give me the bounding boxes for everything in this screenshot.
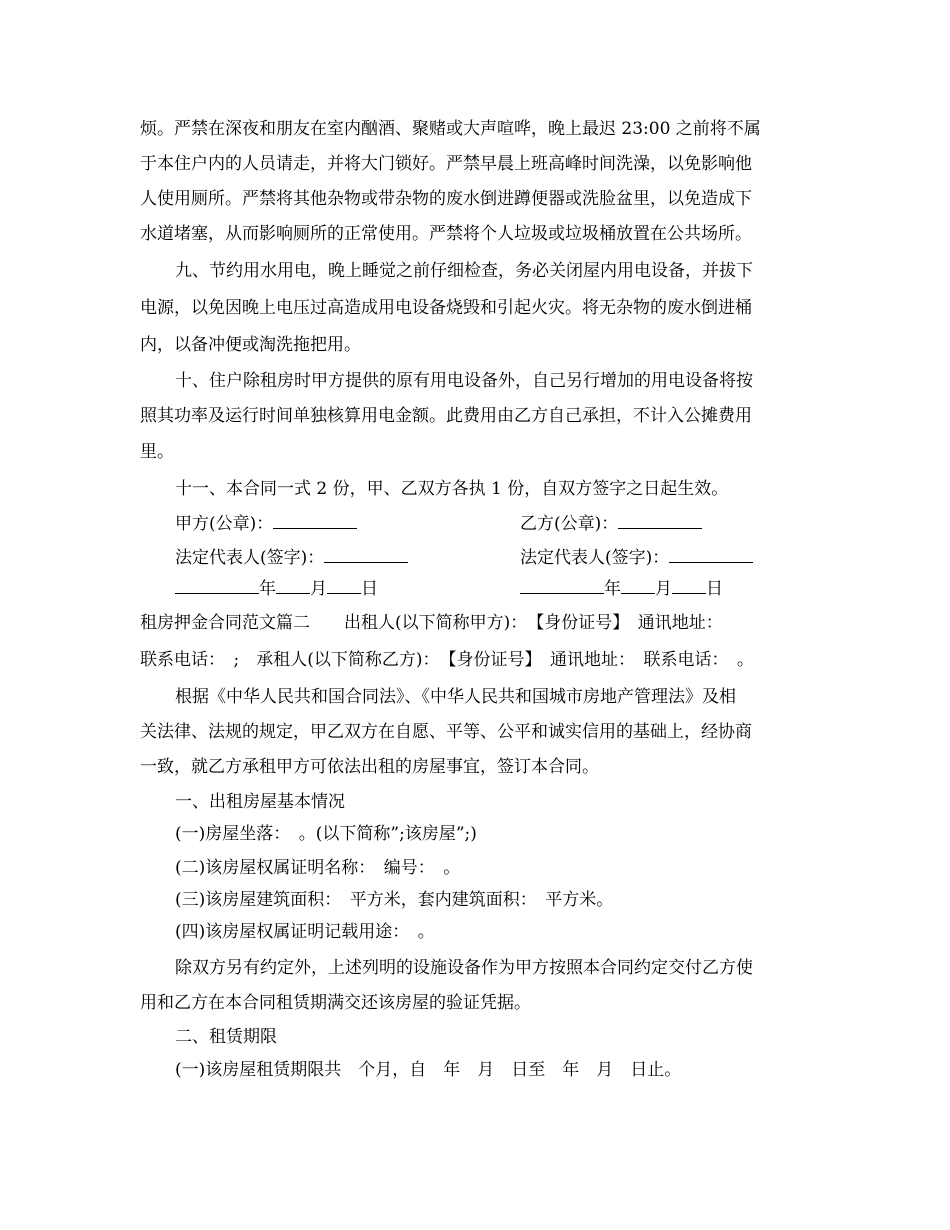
- paragraph-line: 水道堵塞，从而影响厕所的正常使用。严禁将个人垃圾或垃圾桶放置在公共场所。: [140, 224, 752, 244]
- list-item: (一)房屋坐落： 。(以下简称”;该房屋”;): [175, 824, 477, 844]
- list-item: (四)该房屋权属证明记载用途： 。: [175, 922, 435, 942]
- date-blank: [276, 577, 310, 594]
- party-b-seal-label: 乙方(公章)：: [520, 514, 619, 534]
- list-item: (三)该房屋建筑面积： 平方米，套内建筑面积： 平方米。: [175, 890, 614, 910]
- paragraph-line: 人使用厕所。严禁将其他杂物或带杂物的废水倒进蹲便器或洗脸盆里，以免造成下: [140, 189, 752, 209]
- paragraph-line: 烦。严禁在深夜和朋友在室内酗酒、聚赌或大声喧哗，晚上最迟 23:00 之前将不属: [140, 119, 761, 139]
- party-a-rep: [175, 546, 408, 569]
- paragraph-line: 电源，以免因晚上电压过高造成用电设备烧毁和引起火灾。将无杂物的废水倒进桶: [140, 298, 752, 318]
- paragraph-line: 除双方另有约定外，上述列明的设施设备作为甲方按照本合同约定交付乙方使: [175, 958, 753, 978]
- date-blank: [621, 577, 655, 594]
- day-label: 日: [706, 579, 723, 599]
- contract2-header-line: 联系电话： ; 承租人(以下简称乙方)： 【身份证号】 通讯地址： 联系电话： 。: [140, 650, 754, 670]
- paragraph-line: 里。: [140, 442, 174, 462]
- paragraph-line: 根据《中华人民共和国合同法》、《中华人民共和国城市房地产管理法》及相: [175, 687, 736, 707]
- date-blank: [175, 577, 259, 594]
- paragraph-line: 十一、本合同一式 2 份，甲、乙双方各执 1 份，自双方签字之日起生效。: [175, 479, 729, 499]
- date-blank: [520, 577, 604, 594]
- party-a-date: [175, 577, 378, 600]
- contract2-header-line: 租房押金合同范文篇二 出租人(以下简称甲方)： 【身份证号】 通讯地址：: [140, 613, 723, 633]
- paragraph-line: 十、住户除租房时甲方提供的原有用电设备外，自己另行增加的用电设备将按: [175, 371, 753, 391]
- year-label: 年: [604, 579, 621, 599]
- party-b-rep: [520, 546, 753, 569]
- paragraph-line: 九、节约用水用电，晚上睡觉之前仔细检查，务必关闭屋内用电设备，并拔下: [175, 261, 753, 281]
- paragraph-line: 照其功率及运行时间单独核算用电金额。此费用由乙方自己承担，不计入公摊费用: [140, 406, 752, 426]
- signature-blank: [324, 546, 408, 563]
- party-a-rep-label: 法定代表人(签字)：: [175, 548, 325, 568]
- paragraph-line: 关法律、法规的规定，甲乙双方在自愿、平等、公平和诚实信用的基础上，经协商: [140, 722, 752, 742]
- paragraph-line: 用和乙方在本合同租赁期满交还该房屋的验证凭据。: [140, 993, 531, 1013]
- party-a-seal: [175, 512, 357, 535]
- signature-blank: [669, 546, 753, 563]
- paragraph-line: 于本住户内的人员请走，并将大门锁好。严禁早晨上班高峰时间洗澡，以免影响他: [140, 154, 752, 174]
- date-blank: [672, 577, 706, 594]
- year-label: 年: [259, 579, 276, 599]
- party-a-seal-label: 甲方(公章)：: [175, 514, 274, 534]
- list-item: (二)该房屋权属证明名称： 编号： 。: [175, 858, 461, 878]
- section-title: 一、出租房屋基本情况: [175, 792, 345, 812]
- signature-blank: [618, 512, 702, 529]
- date-blank: [327, 577, 361, 594]
- party-b-seal: [520, 512, 702, 535]
- list-item: (一)该房屋租赁期限共 个月，自 年 月 日至 年 月 日止。: [175, 1060, 682, 1080]
- month-label: 月: [310, 579, 327, 599]
- month-label: 月: [655, 579, 672, 599]
- section-title: 二、租赁期限: [175, 1027, 277, 1047]
- party-b-rep-label: 法定代表人(签字)：: [520, 548, 670, 568]
- paragraph-line: 内，以备冲便或淘洗拖把用。: [140, 335, 361, 355]
- paragraph-line: 一致，就乙方承租甲方可依法出租的房屋事宜，签订本合同。: [140, 757, 599, 777]
- party-b-date: [520, 577, 723, 600]
- signature-blank: [273, 512, 357, 529]
- day-label: 日: [361, 579, 378, 599]
